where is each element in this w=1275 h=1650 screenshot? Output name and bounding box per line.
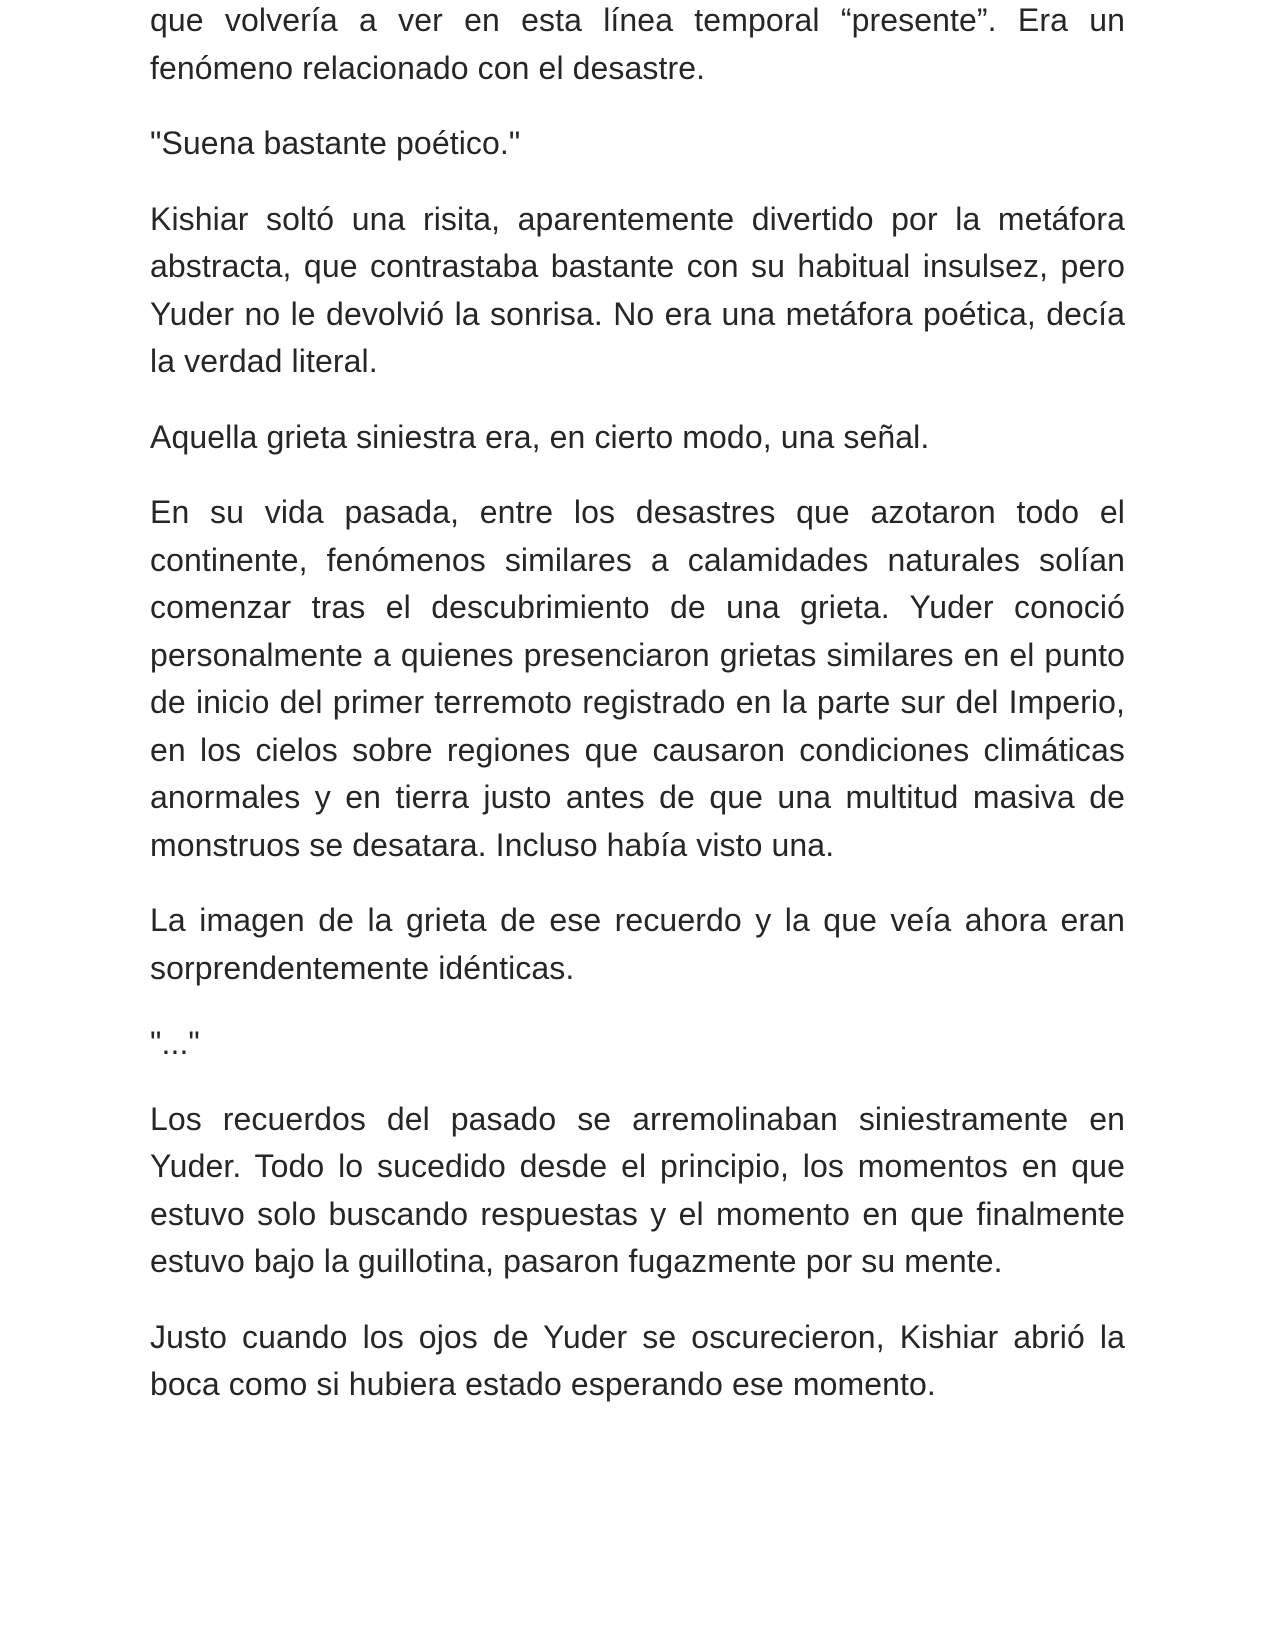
document-page [150, 0, 1125, 1437]
paragraph-5: En su vida pasada, entre los desastres que azotaron todo el continente, fenómenos similares a calamidades naturales solían comenzar tras el descubrimiento de una grieta. Yuder conoció personalmente a quienes presenciaron grietas similares en el punto de inicio del primer terremoto registrado en la parte sur del Imperio, en los cielos sobre regiones que causaron condiciones climáticas anormales y en tierra justo antes de que una multitud masiva de monstruos se desatara. Incluso había visto una. [150, 494, 1125, 863]
paragraph-9: Justo cuando los ojos de Yuder se oscurecieron, Kishiar abrió la boca como si hubiera estado esperando ese momento. [150, 1318, 1125, 1402]
paragraph-6: La imagen de la grieta de ese recuerdo y la que veía ahora eran sorprendentemente idénticas. [150, 902, 1125, 986]
paragraph-2: "Suena bastante poético." [150, 125, 521, 161]
paragraph-4: Aquella grieta siniestra era, en cierto modo, una señal. [150, 418, 930, 455]
paragraph-7: "..." [150, 1025, 200, 1061]
paragraph-1: que volvería a ver en esta línea temporal “presente”. Era un fenómeno relacionado con el desastre. [150, 2, 1125, 86]
paragraph-8: Los recuerdos del pasado se arremolinaban siniestramente en Yuder. Todo lo sucedido desde el principio, los momentos en que estuvo solo buscando respuestas y el momento en que finalmente estuvo bajo la guillotina, pasaron fugazmente por su mente. [150, 1100, 1125, 1279]
paragraph-3: Kishiar soltó una risita, aparentemente divertido por la metáfora abstracta, que contrastaba bastante con su habitual insulsez, pero Yuder no le devolvió la sonrisa. No era una metáfora poética, decía la verdad literal. [150, 200, 1125, 379]
